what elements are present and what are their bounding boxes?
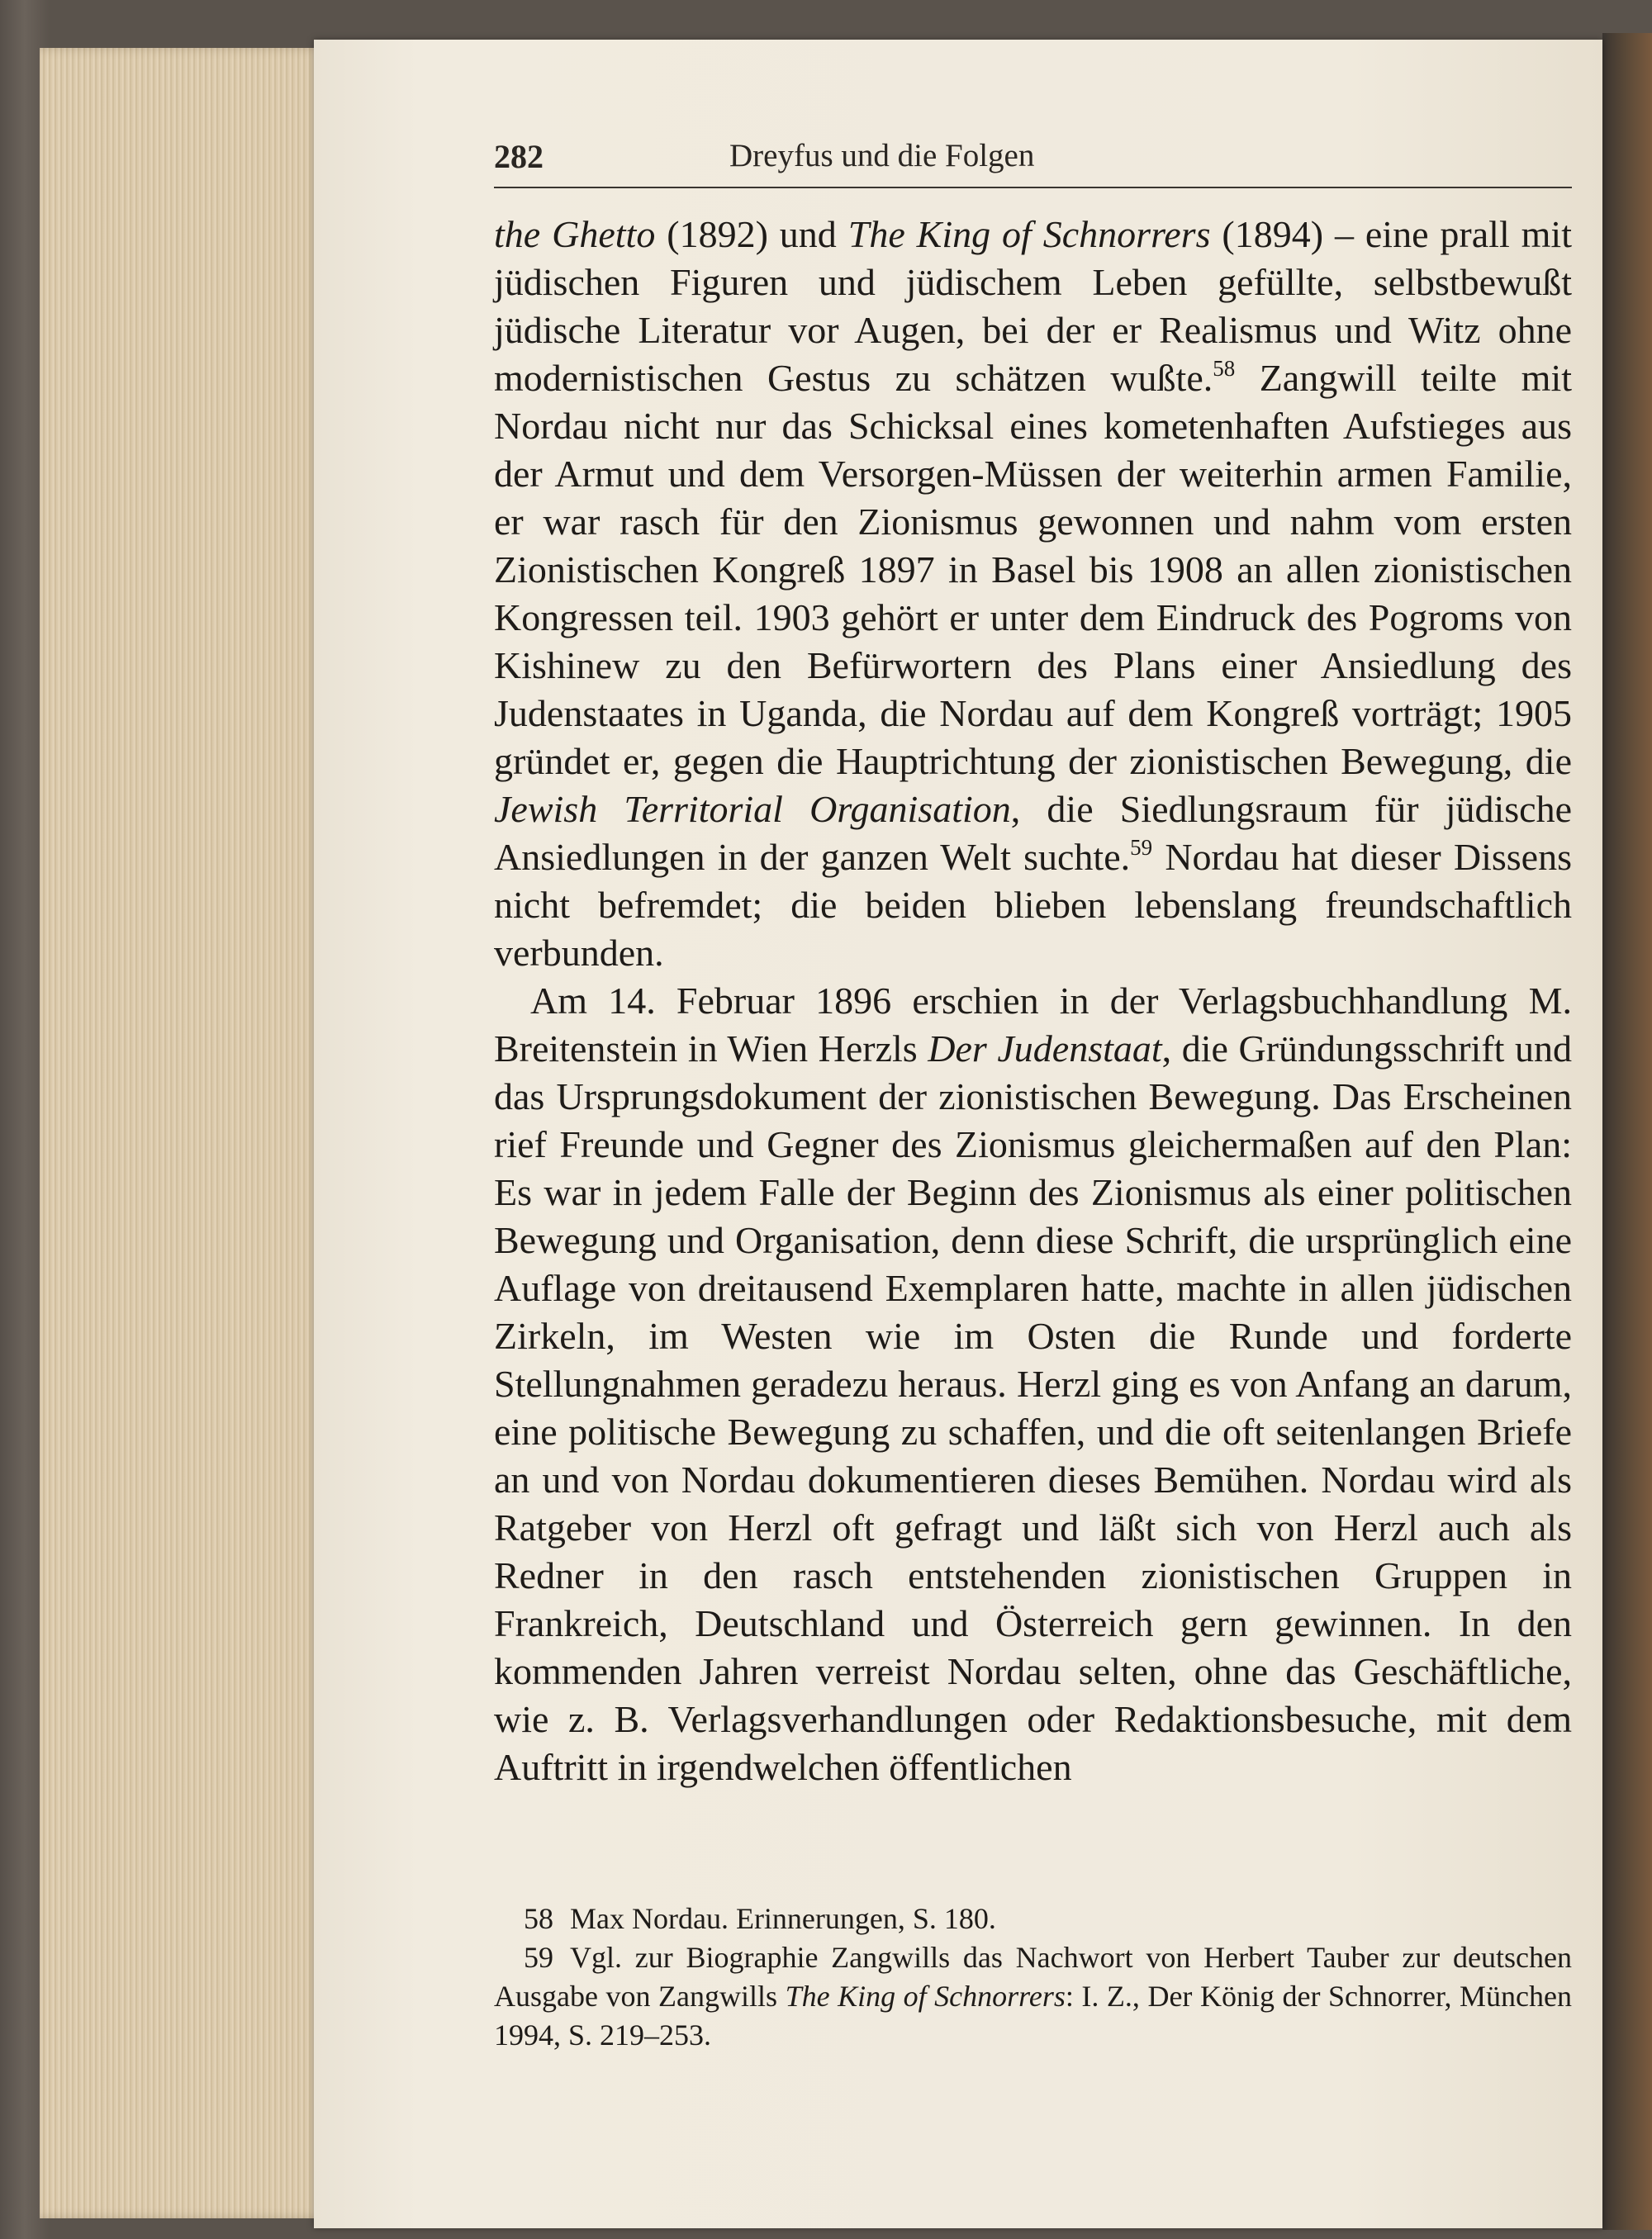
- text-run: , die Siedlungsraum für jüdische Ansiedlungen in der ganzen Welt suchte.: [494, 788, 1572, 878]
- book-title: Der Judenstaat: [928, 1027, 1162, 1070]
- footnote-text: Max Nordau. Erinnerungen, S. 180.: [570, 1902, 996, 1935]
- book-title: The King of Schnorrers: [785, 1980, 1066, 2013]
- text-run: (1892) und: [655, 213, 848, 255]
- footnote-59: [494, 1938, 1572, 2055]
- page-stack-edge: [40, 48, 325, 2218]
- running-head: Dreyfus und die Folgen: [729, 138, 1035, 173]
- paragraph: [494, 977, 1572, 1791]
- footnote-ref-59: 59: [1130, 834, 1153, 860]
- book-title: The King of Schnorrers: [847, 213, 1211, 255]
- text-run: (1894) – eine prall mit jüdischen Figuren und jüdischem Leben gefüllte, selbstbewußt jüdische Literatur vor Augen, bei der er Realismus und Witz ohne modernistischen Gestus zu schätzen wußte.: [494, 213, 1572, 399]
- footnotes: [494, 1900, 1572, 2055]
- page-header: [494, 132, 1572, 188]
- paragraph: [494, 211, 1572, 977]
- book-title: the Ghetto: [494, 213, 656, 255]
- text-run: Nordau hat dieser Dissens nicht befremdet; die beiden blieben lebenslang freundschaftlich verbunden.: [494, 836, 1572, 974]
- body-text: [494, 211, 1572, 1791]
- footnote-58: [494, 1900, 1572, 1938]
- text-run: Am 14. Februar 1896 erschien in der Verlagsbuchhandlung M. Breitenstein in Wien Herzls: [494, 980, 1572, 1070]
- book-cover-edge: [1602, 33, 1652, 2230]
- footnote-number: 58: [524, 1902, 553, 1935]
- text-run: , die Gründungsschrift und das Ursprungsdokument der zionistischen Bewegung. Das Erscheinen rief Freunde und Gegner des Zionismus gleichermaßen auf den Plan: Es war in jedem Falle der Beginn des Zionismus als einer politischen Bewegung und Organisation, denn diese Schrift, die ursprünglich eine Auflage von dreitausend Exemplaren hatte, machte in allen jüdischen Zirkeln, im Westen wie im Osten die Runde und forderte Stellungnahmen geradezu heraus. Herzl ging es von Anfang an darum, eine politische Bewegung zu schaffen, und die oft seitenlangen Briefe an und von Nordau dokumentieren dieses Bemühen. Nordau wird als Ratgeber von Herzl oft gefragt und läßt sich von Herzl auch als Redner in den rasch entstehenden zionistischen Gruppen in Frankreich, Deutschland und Österreich gern gewinnen. In den kommenden Jahren verreist Nordau selten, ohne das Geschäftliche, wie z. B. Verlagsverhandlungen oder Redaktionsbesuche, mit dem Auftritt in irgendwelchen öffentlichen: [494, 1027, 1572, 1788]
- footnote-number: 59: [524, 1941, 553, 1974]
- text-run: Zangwill teilte mit Nordau nicht nur das Schicksal eines kometenhaften Aufstieges aus der Armut und dem Versorgen-Müssen der weiterhin armen Familie, er war rasch für den Zionismus gewonnen und nahm vom ersten Zionistischen Kongreß 1897 in Basel bis 1908 an allen zionistischen Kongressen teil. 1903 gehört er unter dem Eindruck des Pogroms von Kishinew zu den Befürwortern des Plans einer Ansiedlung des Judenstaates in Uganda, die Nordau auf dem Kongreß vorträgt; 1905 gründet er, gegen die Hauptrichtung der zionistischen Bewegung, die: [494, 357, 1573, 782]
- footnote-text: : I. Z., Der König der Schnorrer, München 1994, S. 219–253.: [494, 1980, 1572, 2052]
- footnote-text: Vgl. zur Biographie Zangwills das Nachwort von Herbert Tauber zur deutschen Ausgabe von Zangwills: [494, 1941, 1572, 2013]
- organisation-name: Jewish Territorial Organisation: [494, 788, 1011, 830]
- footnote-ref-58: 58: [1213, 355, 1236, 381]
- page-number: 282: [494, 138, 544, 175]
